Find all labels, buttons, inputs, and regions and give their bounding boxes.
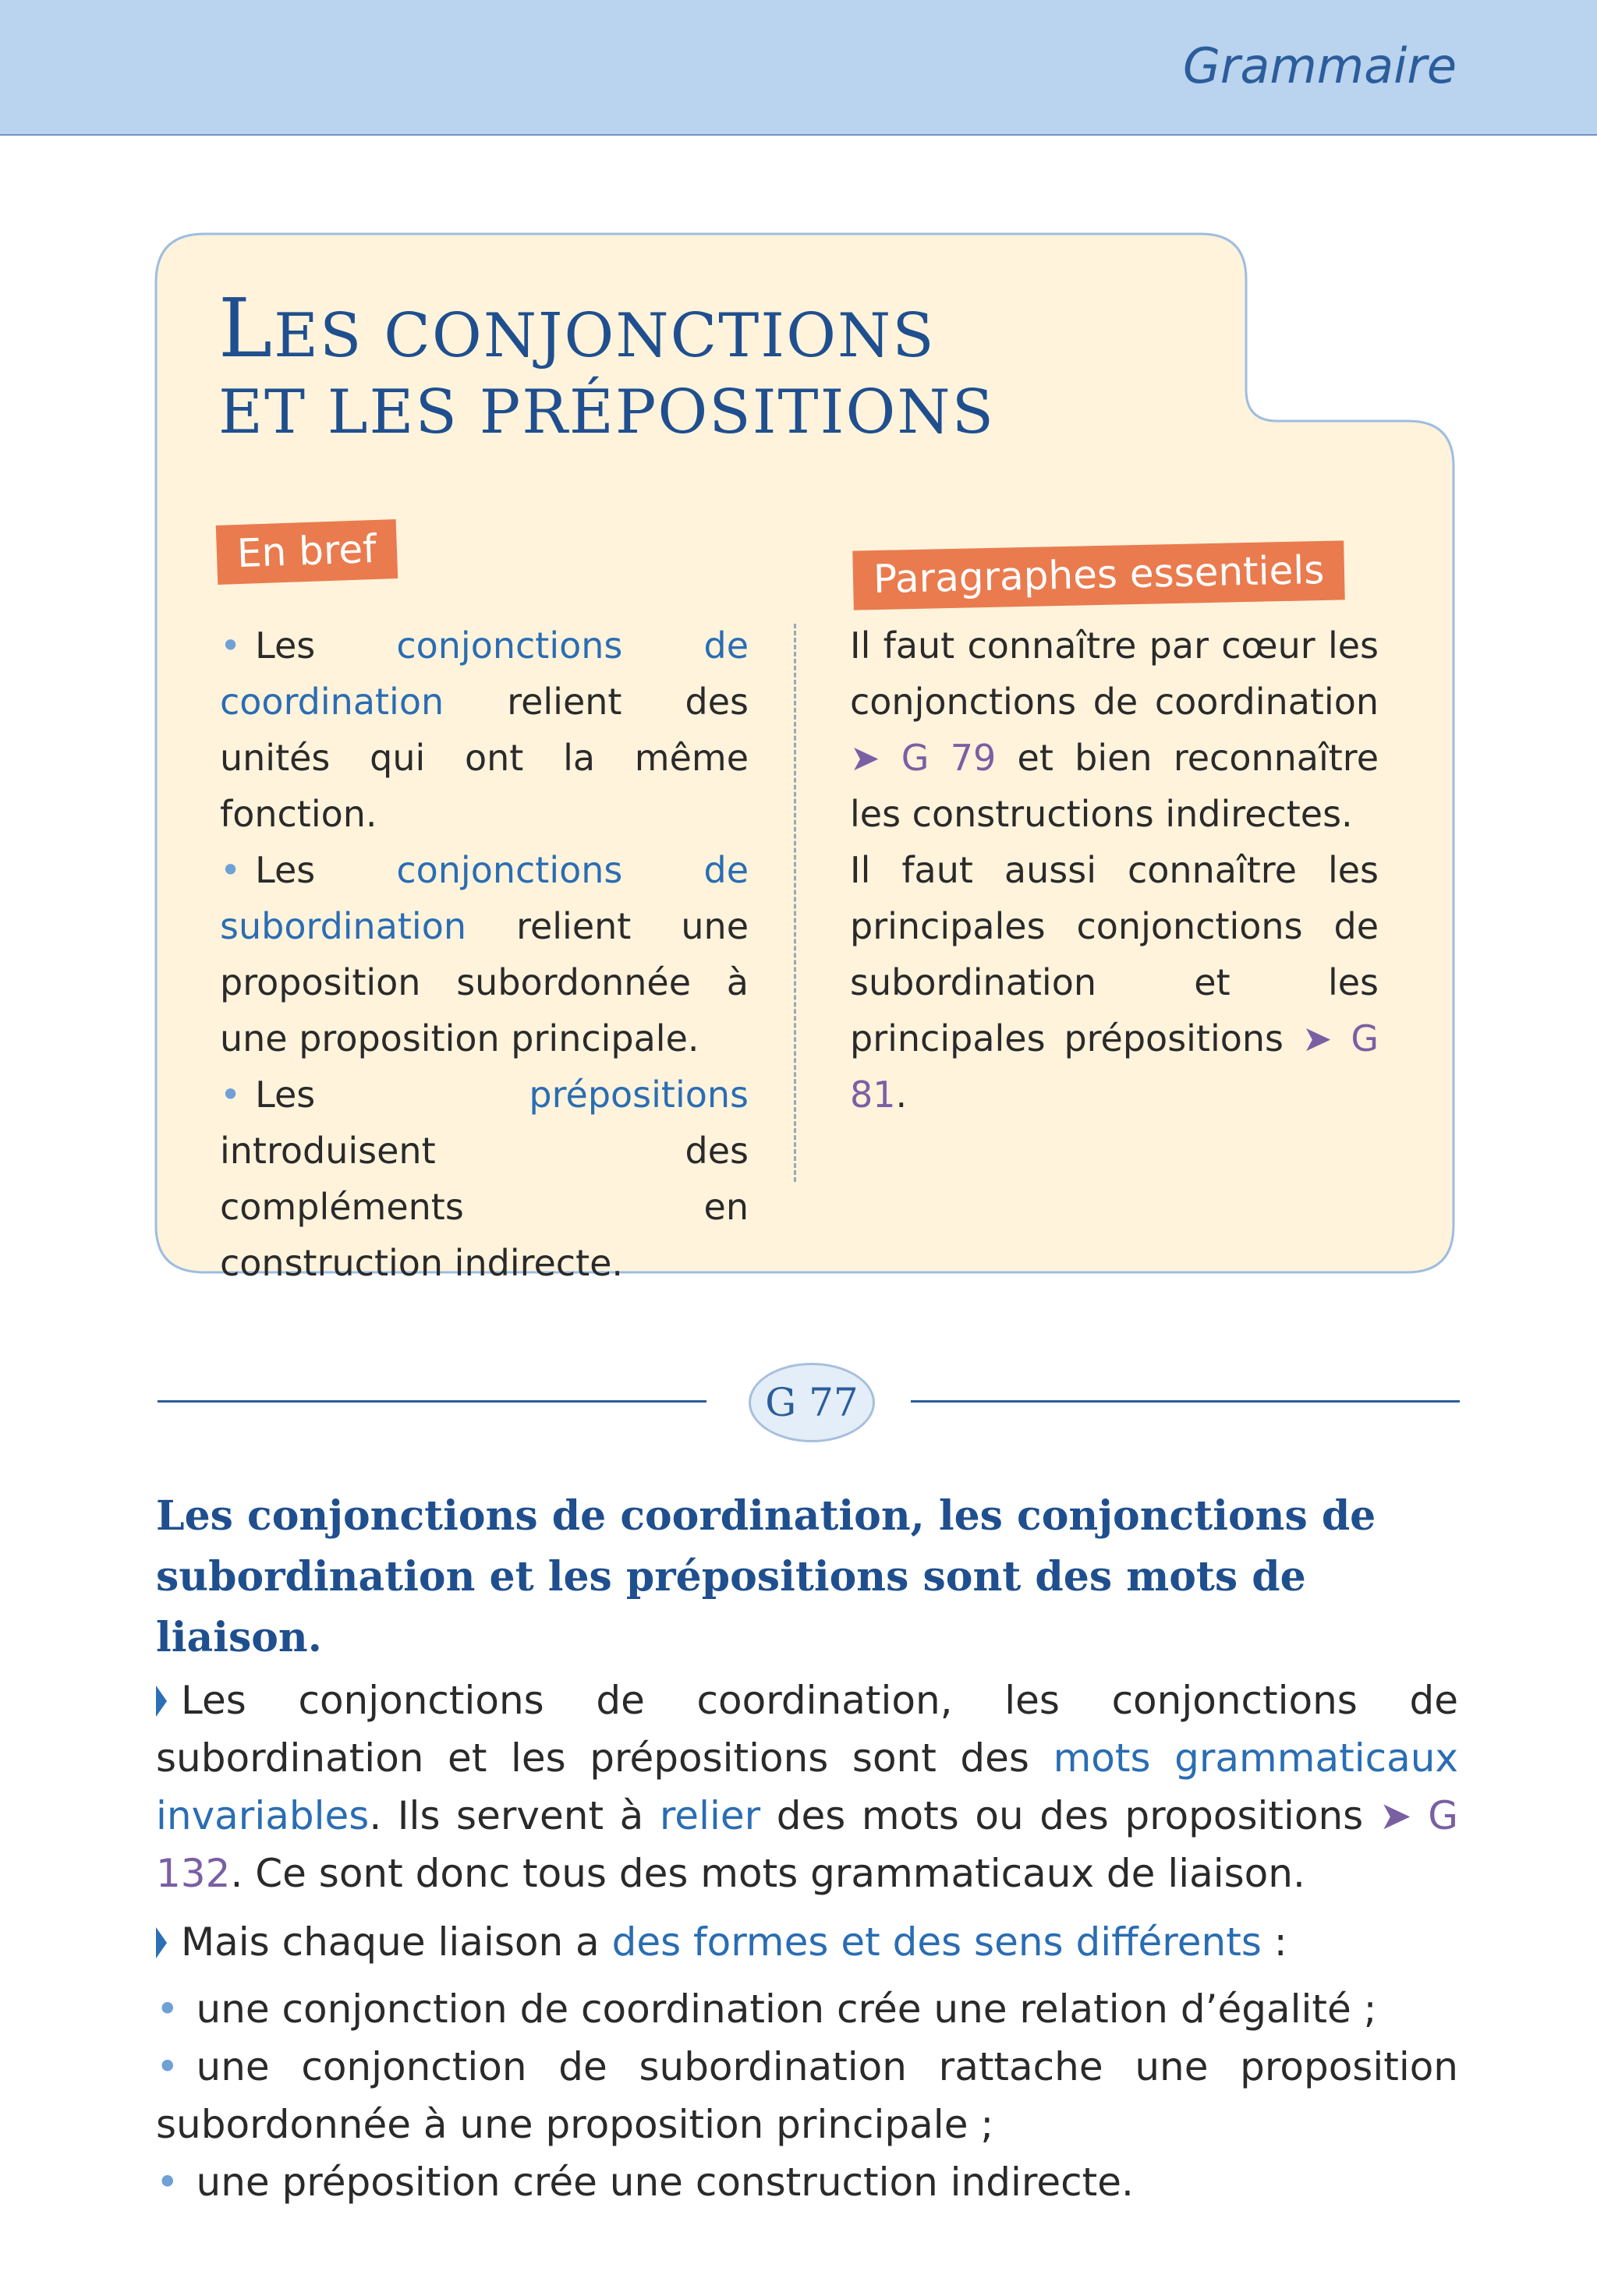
keyword: des formes et des sens différents: [611, 1919, 1262, 1965]
paragraph-marker-icon: [156, 1927, 167, 1958]
keyword: prépositions: [529, 1074, 749, 1116]
paragraph-1: Les conjonctions de coordination, les conjonctions de subordination et les prépositions sont des mots grammaticaux invariables. Ils servent à relier des mots ou des propositions ➤ G 132. Ce sont donc tous des mots grammaticaux de liaison.: [156, 1678, 1458, 1896]
box-title-cap: L: [218, 281, 274, 376]
bullet-icon: •: [220, 1074, 242, 1116]
reference-link[interactable]: ➤ G 79: [850, 737, 997, 779]
box-title: [218, 281, 995, 448]
reference-link[interactable]: ➤ G 132: [156, 1793, 1458, 1896]
liaison-list: [156, 1980, 1458, 2211]
tag-en-bref: En bref: [216, 519, 398, 585]
tag-paragraphes-essentiels: Paragraphes essentiels: [852, 540, 1345, 610]
bref-item: • Les conjonctions de subordination relient une proposition subordonnée à une proposition principale.: [220, 849, 749, 1060]
list-item: • une conjonction de coordination crée une relation d’égalité ;: [156, 1986, 1377, 2032]
box-title-line1: ES CONJONCTIONS: [274, 301, 936, 371]
paragraph-2: Mais chaque liaison a des formes et des sens différents :: [156, 1913, 1458, 1971]
bullet-icon: •: [220, 849, 242, 891]
section-rule-right: [911, 1400, 1460, 1403]
keyword: conjonctions de subordination: [220, 849, 749, 947]
section-badge: G 77: [749, 1363, 875, 1442]
bullet-icon: •: [156, 2160, 179, 2205]
list-item: • une préposition crée une construction indirecte.: [156, 2160, 1134, 2205]
column-divider: [794, 624, 796, 1182]
para-text-2: Il faut aussi connaître les principales conjonctions de subordination et les principales prépositions ➤ G 81.: [850, 849, 1379, 1116]
para-text-1: Il faut connaître par cœur les conjonctions de coordination ➤ G 79 et bien reconnaître les constructions indirectes.: [850, 624, 1379, 835]
bref-item: • Les conjonctions de coordination relient des unités qui ont la même fonction.: [220, 624, 749, 835]
en-bref-column: [220, 617, 749, 1291]
bullet-icon: •: [220, 624, 242, 667]
bref-item: • Les prépositions introduisent des compléments en construction indirecte.: [220, 1074, 749, 1284]
bullet-icon: •: [156, 1986, 179, 2032]
bullet-icon: •: [156, 2044, 179, 2089]
paragraphes-column: [850, 617, 1379, 1123]
section-title: Grammaire: [1182, 37, 1457, 94]
keyword: mots grammaticaux invariables: [156, 1735, 1458, 1838]
keyword: relier: [659, 1793, 761, 1838]
keyword: conjonctions de coordination: [220, 624, 749, 723]
box-title-line2: ET LES PRÉPOSITIONS: [218, 377, 996, 448]
paragraph-marker-icon: [156, 1686, 167, 1717]
section-heading: Les conjonctions de coordination, les conjonctions de subordination et les prépositions sont des mots de liaison.: [156, 1492, 1376, 1661]
list-item: • une conjonction de subordination rattache une proposition subordonnée à une proposition principale ;: [156, 2044, 1458, 2147]
reference-link[interactable]: ➤ G 81: [850, 1017, 1379, 1116]
section-rule-left: [158, 1400, 706, 1403]
